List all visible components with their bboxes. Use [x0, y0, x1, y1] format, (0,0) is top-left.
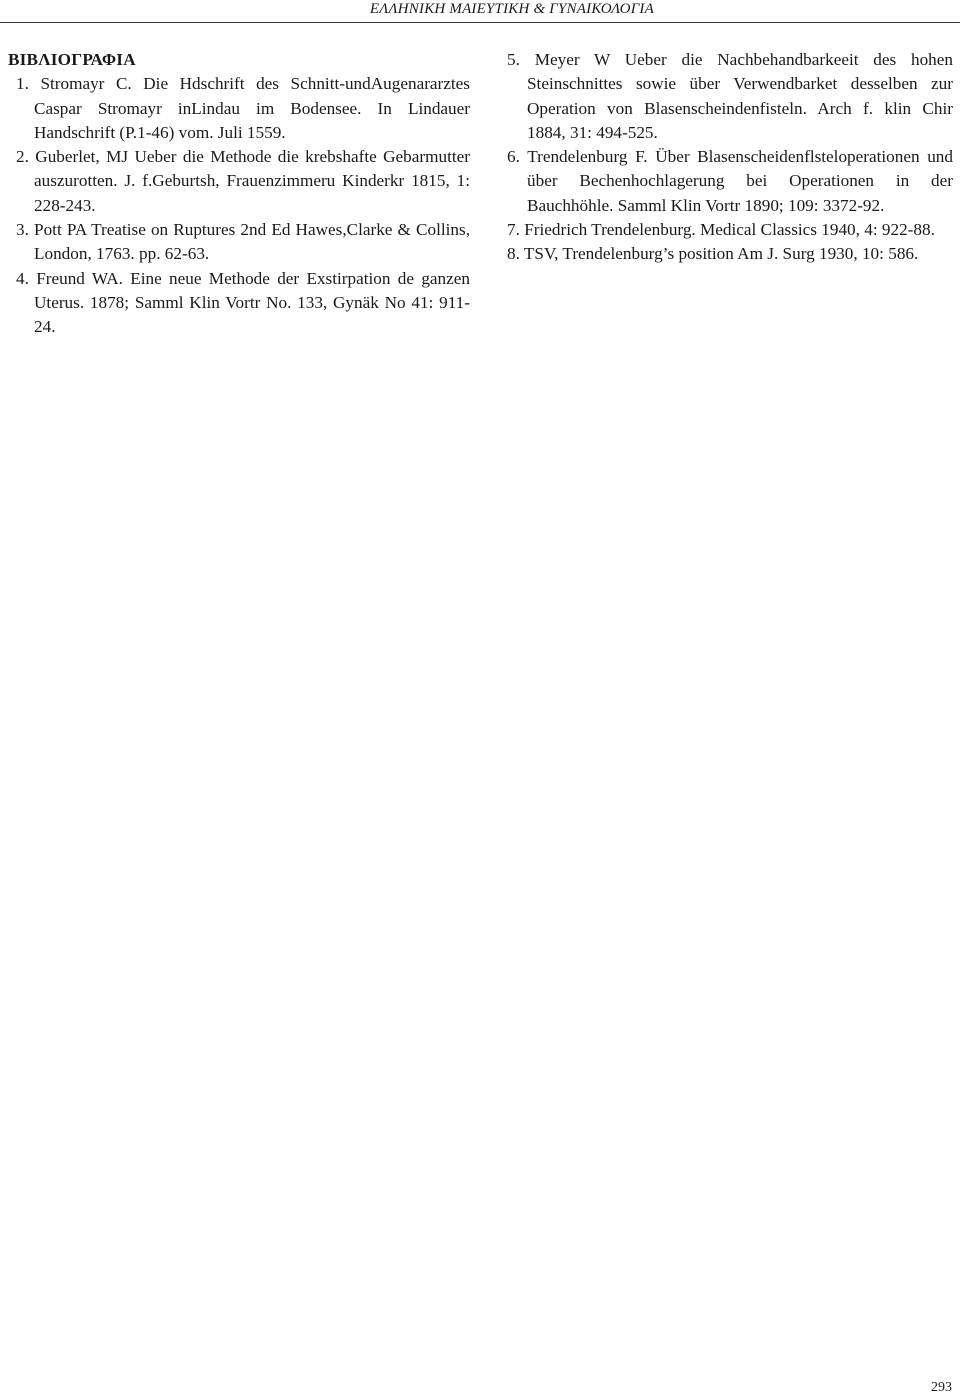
bibliography-right-column [507, 48, 953, 267]
reference-number: 6. [507, 147, 520, 167]
reference-text: Freund WA. Eine neue Methode der Exstirpation de ganzen Uterus. 1878; Samml Klin Vortr No. 133, Gynäk No 41: 911-24. [34, 268, 470, 337]
reference-item [8, 72, 470, 145]
reference-number: 1. [16, 74, 29, 94]
reference-text: TSV, Trendelenburg’s position Am J. Surg 1930, 10: 586. [523, 244, 919, 264]
reference-number: 7. [507, 220, 520, 240]
reference-list-left [8, 72, 470, 339]
reference-item [507, 145, 953, 218]
reference-number: 4. [16, 268, 29, 288]
reference-text: Stromayr C. Die Hdschrift des Schnitt-undAugenararztes Caspar Stromayr inLindau im Bodensee. In Lindauer Handschrift (P.1-46) vom. Juli 1559. [34, 74, 470, 142]
reference-text: Pott PA Treatise on Ruptures 2nd Ed Hawes,Clarke & Collins, London, 1763. pp. 62-63. [34, 220, 470, 264]
reference-list-right [507, 48, 953, 267]
reference-item [8, 218, 470, 267]
reference-text: Guberlet, MJ Ueber die Methode die krebshafte Gebarmutter auszurotten. J. f.Geburtsh, Frauenzimmeru Kinderkr 1815, 1: 228-243. [34, 147, 470, 215]
reference-number: 8. [507, 244, 520, 264]
reference-number: 5. [507, 50, 520, 69]
reference-number: 2. [16, 147, 29, 167]
reference-item [8, 267, 470, 340]
bibliography-left-column [8, 48, 470, 340]
reference-item [507, 48, 953, 145]
running-header: ΕΛΛΗΝΙΚΗ ΜΑΙΕΥΤΙΚΗ & ΓΥΝΑΙΚΟΛΟΓΙΑ [369, 1, 654, 17]
reference-number: 3. [16, 220, 29, 240]
bibliography-title: ΒΙΒΛΙΟΓΡΑΦΙΑ [8, 50, 136, 69]
reference-text: Meyer W Ueber die Nachbehandbarkeeit des hohen Steinschnittes sowie über Verwendbarket desselben zur Operation von Blasenscheindenfisteln. Arch f. klin Chir 1884, 31: 494-525. [527, 50, 954, 142]
reference-item [507, 242, 953, 266]
reference-item [8, 145, 470, 218]
page-number: 293 [931, 1380, 952, 1395]
header-rule [0, 22, 960, 23]
reference-text: Trendelenburg F. Über Blasenscheidenflsteloperationen und über Bechenhochlagerung bei Operationen in der Bauchhöhle. Samml Klin Vortr 1890; 109: 3372-92. [527, 147, 953, 215]
reference-text: Friedrich Trendelenburg. Medical Classics 1940, 4: 922-88. [524, 220, 935, 240]
reference-item [507, 218, 953, 242]
